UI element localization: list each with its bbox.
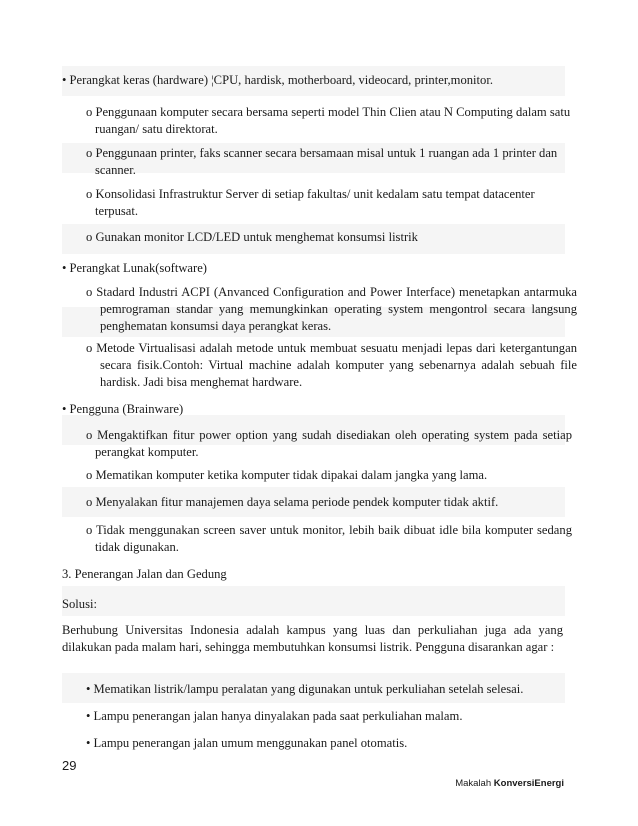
hw-item: o Penggunaan printer, faks scanner secara bersamaan misal untuk 1 ruangan ada 1 printer dan scanner.	[86, 146, 558, 177]
hw-item: o Penggunaan komputer secara bersama seperti model Thin Clien atau N Computing dalam satu ruangan/ satu direktorat.	[86, 105, 571, 136]
sw-item: o Metode Virtualisasi adalah metode untuk membuat sesuatu menjadi lepas dari ketergantungan secara fisik.Contoh: Virtual machine adalah komputer yang sebenarnya adalah sebuah file hardisk. Jadi bisa menghemat hardware.	[86, 341, 577, 389]
page-number: 29	[62, 758, 77, 773]
footer-title-bold: KonversiEnergi	[493, 778, 564, 789]
lighting-item: • Lampu penerangan jalan hanya dinyalakan pada saat perkuliahan malam.	[86, 709, 463, 723]
hw-item: o Gunakan monitor LCD/LED untuk menghemat konsumsi listrik	[86, 230, 418, 244]
footer-title-prefix: Makalah	[455, 778, 492, 789]
sw-item: o Stadard Industri ACPI (Anvanced Configuration and Power Interface) menetapkan antarmuka pemrograman standar yang memungkinkan operating system mengontrol secara langsung penghematan konsumsi daya perangkat keras.	[86, 285, 577, 333]
bw-item: o Mengaktifkan fitur power option yang sudah disediakan oleh operating system pada setiap perangkat komputer.	[86, 428, 572, 459]
lighting-item: • Mematikan listrik/lampu peralatan yang digunakan untuk perkuliahan setelah selesai.	[86, 682, 524, 696]
brainware-heading: • Pengguna (Brainware)	[62, 402, 184, 416]
footer-title	[455, 778, 564, 789]
software-heading: • Perangkat Lunak(software)	[62, 261, 207, 275]
bw-item: o Mematikan komputer ketika komputer tidak dipakai dalam jangka yang lama.	[86, 468, 488, 482]
hw-item: o Konsolidasi Infrastruktur Server di setiap fakultas/ unit kedalam satu tempat datacenter terpusat.	[86, 187, 535, 218]
bw-item: o Menyalakan fitur manajemen daya selama periode pendek komputer tidak aktif.	[86, 495, 499, 509]
lighting-item: • Lampu penerangan jalan umum menggunakan panel otomatis.	[86, 736, 408, 750]
bw-item: o Tidak menggunakan screen saver untuk monitor, lebih baik dibuat idle bila komputer sedang tidak digunakan.	[86, 523, 572, 554]
paragraph: Berhubung Universitas Indonesia adalah kampus yang luas dan perkuliahan juga ada yang dilakukan pada malam hari, sehingga membutuhkan konsumsi listrik. Pengguna disarankan agar :	[62, 623, 563, 654]
solusi-label: Solusi:	[62, 597, 97, 611]
hardware-heading: • Perangkat keras (hardware) ¦CPU, hardisk, motherboard, videocard, printer,monitor.	[62, 73, 493, 87]
section-heading: 3. Penerangan Jalan dan Gedung	[62, 567, 227, 581]
